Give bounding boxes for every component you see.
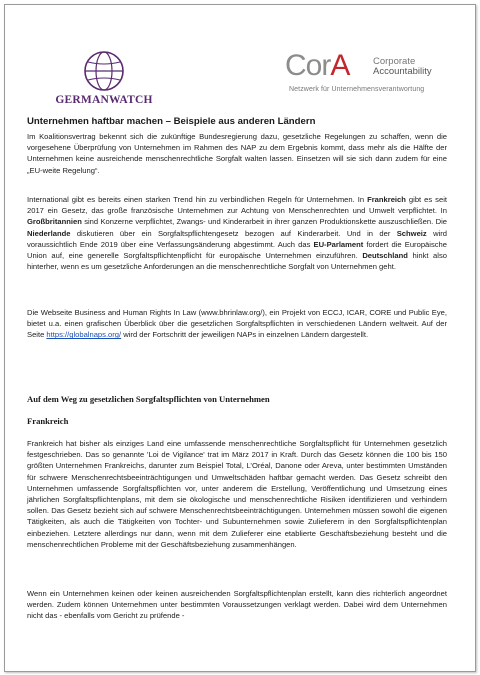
paragraph-coalition: Im Koalitionsvertrag bekennt sich die zukünftige Bundesregierung dazu, gesetzliche Regelungen zu schaffen, wenn die vorgesehene Überprüfung von Unternehmen im Rahmen des NAP zu dem Ergebnis kommt, dass mehr als die Hälfte der Unternehmen keine ausreichende menschenrechtliche Sorgfalt walten lassen. Einsetzen will sie sich dann zudem für eine „EU-weite Regelung“. (27, 132, 447, 175)
page-title: Unternehmen haftbar machen – Beispiele aus anderen Ländern (27, 116, 316, 127)
cora-logo (285, 49, 453, 101)
paragraph-klage: Wenn ein Unternehmen keinen oder keinen ausreichenden Sorgfaltspflichtenplan erstellt, kann dies richterlich angeordnet werden. Zudem können Unternehmen unter bestimmten Voraussetzungen verklagt werden. Dabei wird dem Unternehmen nicht das - ebenfalls vom Gericht zu prüfende - (27, 589, 447, 621)
document-page (4, 4, 476, 672)
paragraph-bhrinlaw: Die Webseite Business and Human Rights In Law (www.bhrinlaw.org/), ein Projekt von ECCJ, ICAR, CORE und Public Eye, bietet u.a. einen grafischen Überblick über die gesetzlichen Sorgfaltspflichten in verschiedenen Ländern weltweit. Auf der Seite https://globalnaps.org/ wird der Fortschritt der jeweiligen NAPs in einzelnen Ländern dargestellt. (27, 308, 447, 340)
cora-line2: Accountability (373, 66, 432, 77)
cora-tagline: Netzwerk für Unternehmensverantwortung (289, 86, 425, 93)
section-heading: Auf dem Weg zu gesetzlichen Sorgfaltspflichten von Unternehmen (27, 394, 270, 404)
cora-line1: Corporate (373, 56, 416, 67)
cora-mark: CorA (285, 49, 350, 82)
globalnaps-link[interactable]: https://globalnaps.org/ (46, 330, 122, 340)
paragraph-international: International gibt es bereits einen starken Trend hin zu verbindlichen Regeln für Unternehmen. In Frankreich gibt es seit 2017 ein Gesetz, das große französische Unternehmen zur Achtung von Menschenrechten und Umwelt verpflichtet. In Großbritannien sind Konzerne verpflichtet, Zwangs- und Kinderarbeit in ihrer ganzen Produktionskette auszuschließen. Die Niederlande diskutieren über ein Sorgfaltspflichtengesetz bezogen auf Kinderarbeit. Und in der Schweiz wird voraussichtlich Ende 2019 über eine Verfassungsänderung abgestimmt. Auch das EU-Parlament fordert die Europäische Union auf, eine generelle Sorgfaltspflichtenpflicht für europäische Unternehmen einzuführen. Deutschland hinkt also hinterher, wenn es um gesetzliche Anforderungen an die menschenrechtliche Sorgfalt von Unternehmen geht. (27, 195, 447, 272)
globe-icon (82, 49, 126, 93)
paragraph-frankreich: Frankreich hat bisher als einziges Land eine umfassende menschenrechtliche Sorgfaltspflicht für Unternehmen gesetzlich festgeschrieben. Das so genannte 'Loi de Vigilance' trat im März 2017 in Kraft. Durch das Gesetz können die 100 bis 150 größten Unternehmen Frankreichs, darunter zum Beispiel Total, L’Oréal, Danone oder Areva, unter bestimmten Umständen für schwere Menschenrechtsbeeinträchtigungen und Umweltschäden haftbar gemacht werden. Das Gesetz schreibt den Unternehmen umfassende Sorgfaltspflichten vor, unter anderem die Erstellung, Veröffentlichung und Umsetzung eines jährlichen Sorgfaltspflichtenplans, mit dem sie ökologische und menschenrechtliche Risiken identifizieren und verhindern sollen. Das Gesetz bezieht sich auf schwere Menschenrechtsbeeinträchtigungen. Unternehmen müssen sowohl die eigenen Tätigkeiten, als auch die Tätigkeiten von Tochter- und Subunternehmen sowie Zulieferern in den Sorgfaltspflichtenplan einbeziehen. Letztere allerdings nur dann, wenn mit dem Zulieferer eine etablierte Geschäftsbeziehung besteht und die menschenrechtlichen Probleme mit der Geschäftsbeziehung zusammenhängen. (27, 439, 447, 549)
subheading-frankreich: Frankreich (27, 416, 69, 426)
germanwatch-wordmark: GERMANWATCH (55, 94, 153, 106)
germanwatch-logo (55, 49, 153, 111)
